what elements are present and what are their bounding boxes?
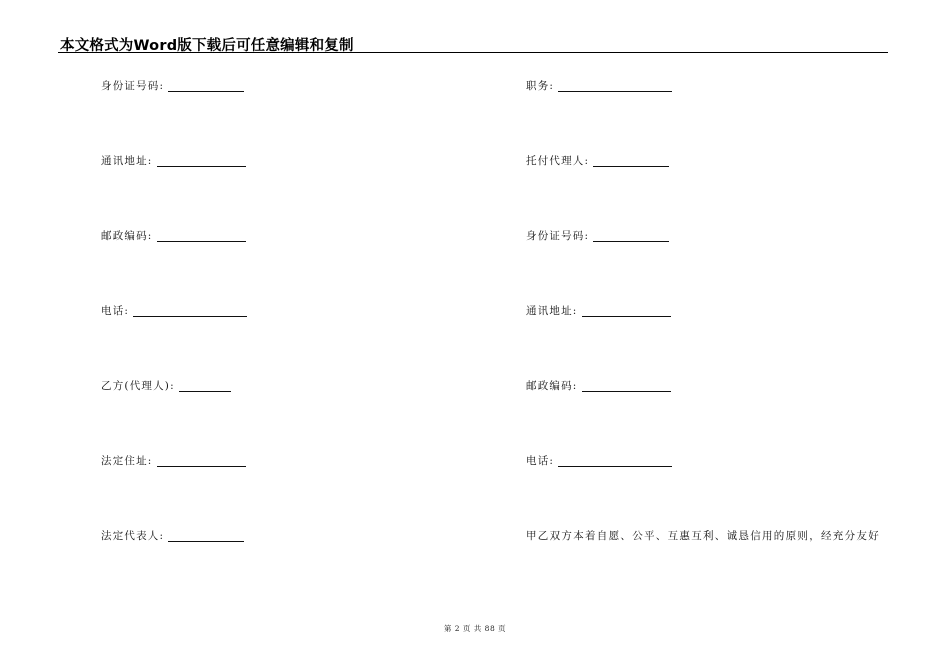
fill-in-blank [168, 81, 244, 92]
fill-in-blank [179, 381, 231, 392]
fill-in-blank [582, 381, 671, 392]
contract-paragraph: 甲乙双方本着自愿、公平、互惠互利、诚恳信用的原则，经充分友好 [526, 530, 880, 542]
field-label: 通讯地址: [101, 155, 153, 167]
page-number-footer: 第 2 页 共 88 页 [443, 624, 507, 633]
field-party-b [101, 380, 231, 392]
field-phone [101, 305, 247, 317]
fill-in-blank [157, 231, 246, 242]
header-divider [58, 52, 888, 53]
fill-in-blank [593, 231, 669, 242]
field-label: 邮政编码: [101, 230, 153, 242]
fill-in-blank [582, 306, 671, 317]
field-legal-address [101, 455, 246, 467]
field-legal-representative [101, 530, 244, 542]
fill-in-blank [157, 156, 246, 167]
field-phone-right [526, 455, 672, 467]
field-label: 身份证号码: [526, 230, 590, 242]
fill-in-blank [133, 306, 247, 317]
fill-in-blank [593, 156, 669, 167]
fill-in-blank [558, 456, 672, 467]
page-header-title: 本文格式为Word版下载后可任意编辑和复制 [60, 38, 354, 54]
field-postcode-right [526, 380, 671, 392]
field-label: 职务: [526, 80, 555, 92]
field-id-number [101, 80, 244, 92]
fill-in-blank [168, 531, 244, 542]
field-label: 通讯地址: [526, 305, 578, 317]
field-id-number-right [526, 230, 669, 242]
field-label: 托付代理人: [526, 155, 590, 167]
field-postcode [101, 230, 246, 242]
field-label: 法定住址: [101, 455, 153, 467]
fill-in-blank [157, 456, 246, 467]
fill-in-blank [558, 81, 672, 92]
field-authorized-agent [526, 155, 669, 167]
field-label: 电话: [101, 305, 130, 317]
field-position [526, 80, 672, 92]
field-label: 邮政编码: [526, 380, 578, 392]
field-address-right [526, 305, 671, 317]
field-label: 电话: [526, 455, 555, 467]
field-address [101, 155, 246, 167]
field-label: 身份证号码: [101, 80, 165, 92]
field-label: 法定代表人: [101, 530, 165, 542]
field-label: 乙方(代理人): [101, 380, 175, 392]
